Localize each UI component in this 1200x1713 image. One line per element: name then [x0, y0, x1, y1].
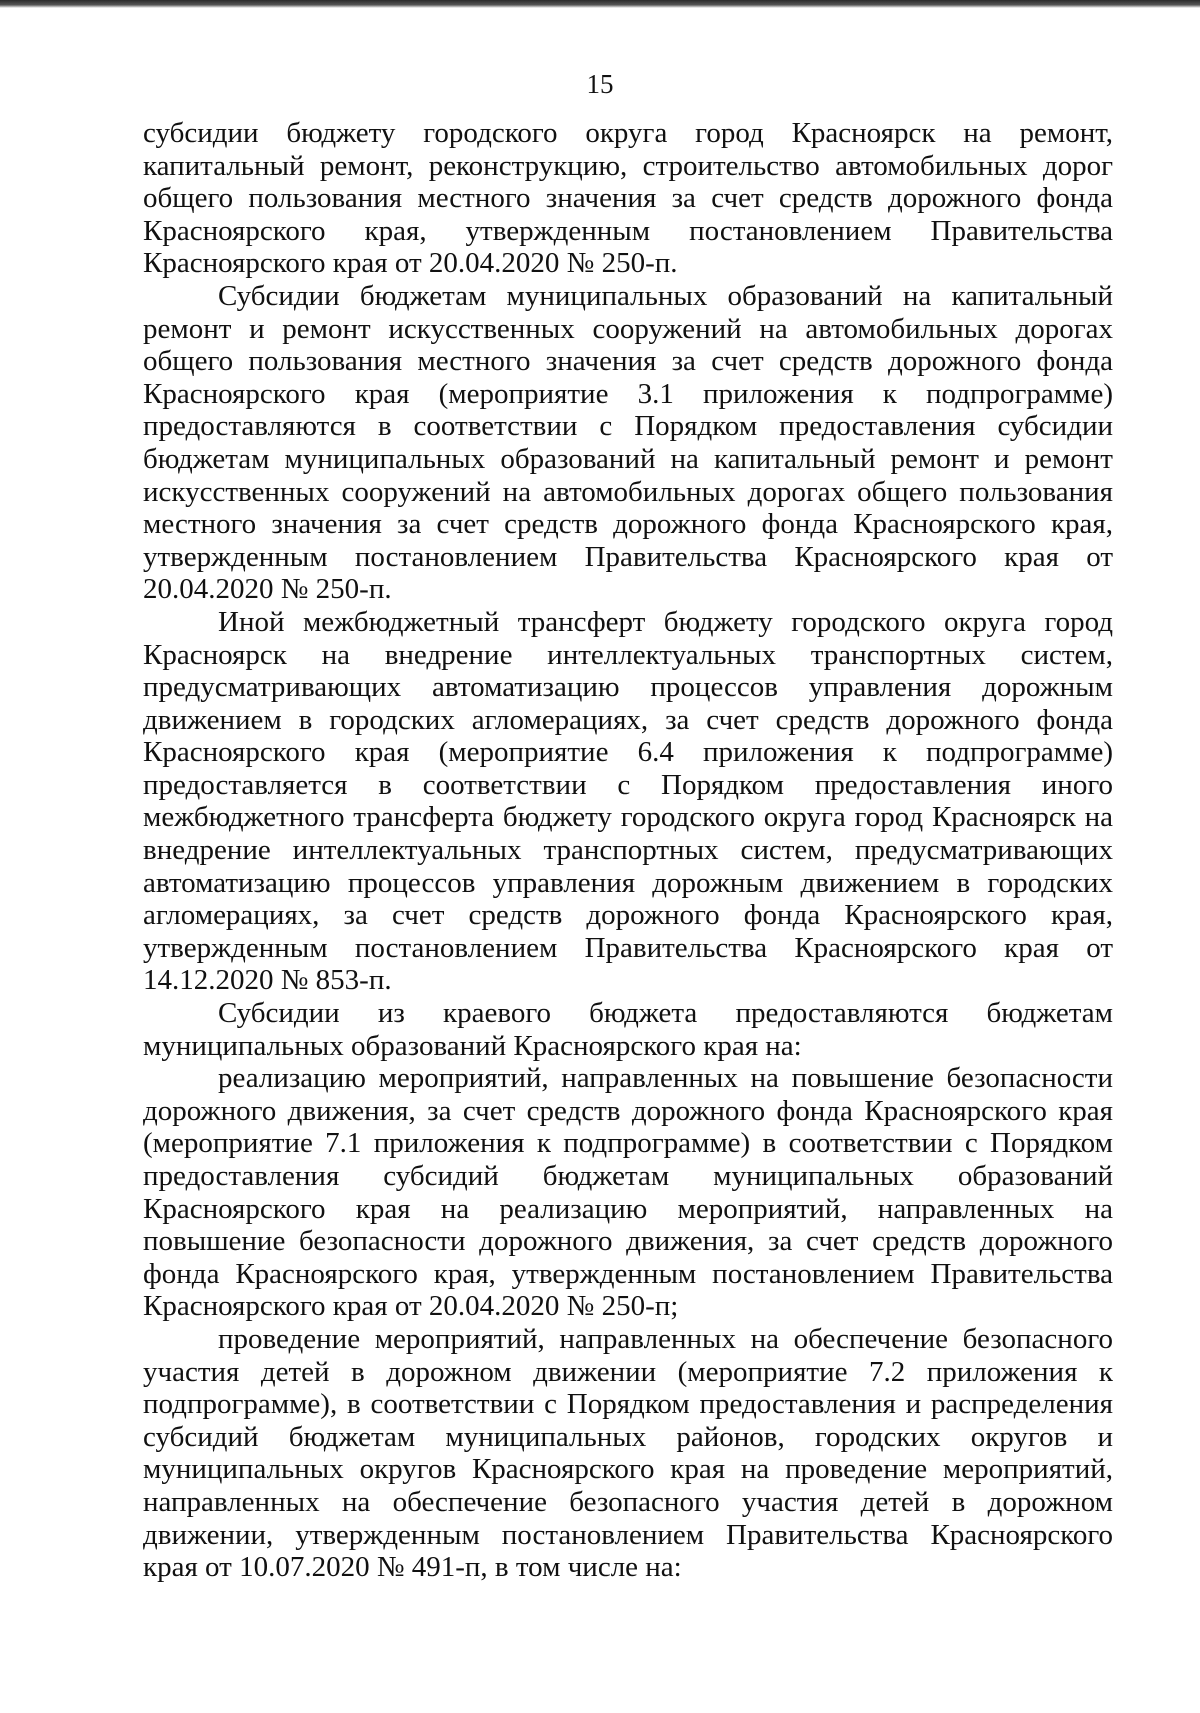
page-number: 15	[586, 69, 614, 99]
document-body	[143, 117, 1113, 1584]
paragraph-continuation: субсидии бюджету городского округа город Красноярск на ремонт, капитальный ремонт, реконструкцию, строительство автомобильных дорог общего пользования местного значения за счет средств дорожного фонда Красноярского края, утвержденным постановлением Правительства Красноярского края от 20.04.2020 № 250-п.	[143, 117, 1113, 280]
paragraph-transfer-its: Иной межбюджетный трансферт бюджету городского округа город Красноярск на внедрение интеллектуальных транспортных систем, предусматривающих автоматизацию процессов управления дорожным движением в городских агломерациях, за счет средств дорожного фонда Красноярского края (мероприятие 6.4 приложения к подпрограмме) предоставляется в соответствии с Порядком предоставления иного межбюджетного трансферта бюджету городского округа город Красноярск на внедрение интеллектуальных транспортных систем, предусматривающих автоматизацию процессов управления дорожным движением в городских агломерациях, за счет средств дорожного фонда Красноярского края, утвержденным постановлением Правительства Красноярского края от 14.12.2020 № 853-п.	[143, 605, 1113, 997]
paragraph-subsidies-intro: Субсидии из краевого бюджета предоставляются бюджетам муниципальных образований Красноярского края на:	[143, 997, 1113, 1062]
paragraph-subsidy-bridges: Субсидии бюджетам муниципальных образований на капитальный ремонт и ремонт искусственных сооружений на автомобильных дорогах общего пользования местного значения за счет средств дорожного фонда Красноярского края (мероприятие 3.1 приложения к подпрограмме) предоставляются в соответствии с Порядком предоставления субсидии бюджетам муниципальных образований на капитальный ремонт и ремонт искусственных сооружений на автомобильных дорогах общего пользования местного значения за счет средств дорожного фонда Красноярского края, утвержденным постановлением Правительства Красноярского края от 20.04.2020 № 250-п.	[143, 279, 1113, 606]
paragraph-children-safety: проведение мероприятий, направленных на обеспечение безопасного участия детей в дорожном движении (мероприятие 7.2 приложения к подпрограмме), в соответствии с Порядком предоставления и распределения субсидий бюджетам муниципальных районов, городских округов и муниципальных округов Красноярского края на проведение мероприятий, направленных на обеспечение безопасного участия детей в дорожном движении, утвержденным постановлением Правительства Красноярского края от 10.07.2020 № 491-п, в том числе на:	[143, 1322, 1113, 1584]
paragraph-road-safety: реализацию мероприятий, направленных на повышение безопасности дорожного движения, за счет средств дорожного фонда Красноярского края (мероприятие 7.1 приложения к подпрограмме) в соответствии с Порядком предоставления субсидий бюджетам муниципальных образований Красноярского края на реализацию мероприятий, направленных на повышение безопасности дорожного движения, за счет средств дорожного фонда Красноярского края, утвержденным постановлением Правительства Красноярского края от 20.04.2020 № 250-п;	[143, 1062, 1113, 1323]
